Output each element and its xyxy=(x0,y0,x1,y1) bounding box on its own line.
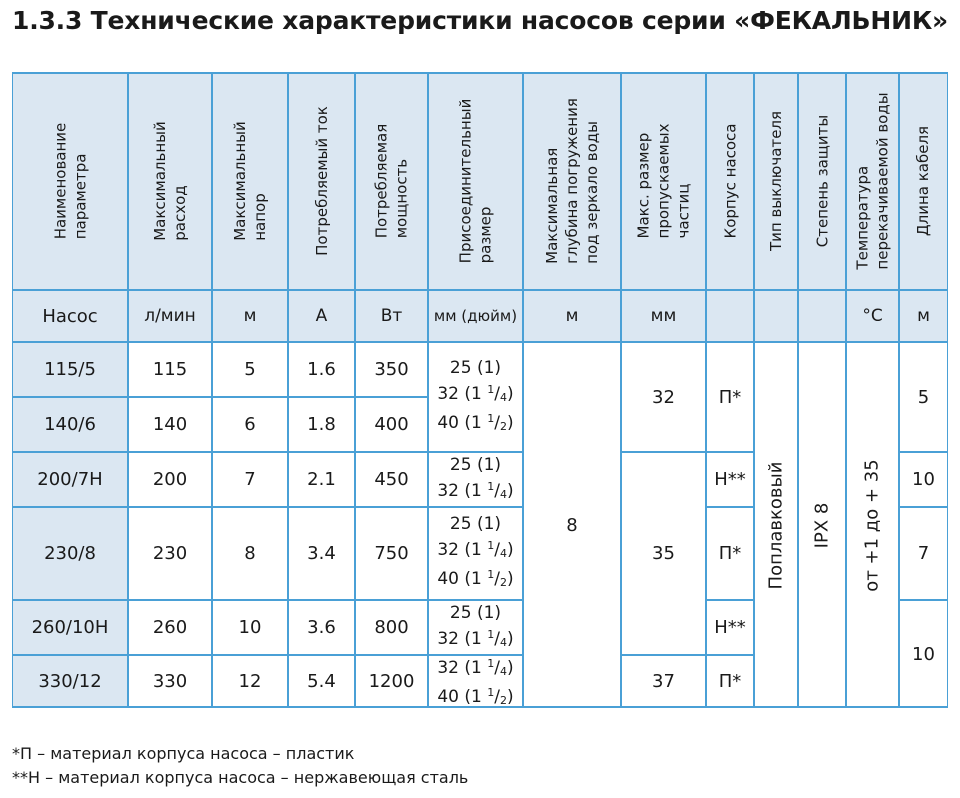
depth-value: 8 xyxy=(566,514,578,536)
row-name: 200/7Н xyxy=(37,469,103,490)
header-protection-text: Степень защиты xyxy=(813,114,831,248)
connection-group xyxy=(428,655,523,708)
unit-protection xyxy=(798,290,846,342)
header-body-text: Корпус насоса xyxy=(721,123,740,239)
header-switch-text: Тип выключателя xyxy=(767,110,786,252)
unit-depth: м xyxy=(565,306,579,326)
header-power xyxy=(355,72,428,290)
temperature-cell xyxy=(846,342,899,708)
header-head xyxy=(212,72,288,290)
header-temperature-text: Температура перекачиваемой воды xyxy=(853,92,892,270)
header-particles-text: Макс. размер пропускаемых частиц xyxy=(634,123,693,239)
protection-value: IPX 8 xyxy=(811,502,833,548)
header-current xyxy=(288,72,355,290)
connection-group xyxy=(428,342,523,452)
unit-body xyxy=(706,290,754,342)
row-head: 7 xyxy=(244,469,256,490)
protection-cell xyxy=(798,342,846,708)
unit-flow: л/мин xyxy=(144,306,196,326)
row-head: 12 xyxy=(238,671,262,692)
footnote-steel: **Н – материал корпуса насоса – нержавеющая сталь xyxy=(12,768,469,787)
connection-size-line: 32 (1 $^1/_4$) xyxy=(437,479,514,501)
row-name: 140/6 xyxy=(44,414,96,435)
header-cable-text: Длина кабеля xyxy=(914,125,933,237)
footnotes xyxy=(12,742,468,790)
body-value: Н** xyxy=(714,617,746,638)
row-power: 800 xyxy=(374,617,409,638)
body-value: П* xyxy=(718,386,742,408)
connection-size-line: 25 (1) xyxy=(449,514,502,534)
row-current: 5.4 xyxy=(307,671,336,692)
unit-connection: мм (дюйм) xyxy=(433,307,518,325)
body-value: П* xyxy=(718,543,742,564)
connection-group xyxy=(428,507,523,600)
body-value: Н** xyxy=(714,469,746,490)
row-flow: 140 xyxy=(152,414,188,435)
unit-switch xyxy=(754,290,798,342)
row-current: 2.1 xyxy=(307,469,336,490)
row-power: 450 xyxy=(374,469,409,490)
connection-size-line: 32 (1 $^1/_4$) xyxy=(437,656,514,678)
connection-size-line: 25 (1) xyxy=(449,357,502,378)
unit-power: Вт xyxy=(380,306,403,326)
unit-particles: мм xyxy=(650,306,677,326)
header-cable xyxy=(899,72,948,290)
header-depth xyxy=(523,72,621,290)
header-name xyxy=(12,72,128,290)
header-connection xyxy=(428,72,523,290)
row-power: 750 xyxy=(374,543,409,564)
unit-name: Насос xyxy=(42,305,98,327)
header-body xyxy=(706,72,754,290)
footnote-plastic: *П – материал корпуса насоса – пластик xyxy=(12,744,355,763)
row-current: 1.8 xyxy=(307,414,336,435)
unit-temperature: °C xyxy=(862,306,883,326)
header-power-text: Потребляемая мощность xyxy=(372,123,411,239)
page-title: 1.3.3 Технические характеристики насосов серии «ФЕКАЛЬНИК» xyxy=(12,6,949,35)
particles-value: 35 xyxy=(652,543,675,564)
row-power: 1200 xyxy=(368,671,415,692)
row-head: 6 xyxy=(244,414,256,435)
header-flow-text: Максимальный расход xyxy=(151,121,189,241)
switch-value: Поплавковый xyxy=(765,461,787,589)
header-flow xyxy=(128,72,212,290)
connection-size-line: 40 (1 $^1/_2$) xyxy=(437,411,514,433)
connection-size-line: 32 (1 $^1/_4$) xyxy=(437,539,514,560)
specs-table xyxy=(12,72,948,708)
row-flow: 260 xyxy=(152,617,188,638)
row-head: 10 xyxy=(238,617,262,638)
header-connection-text: Присоединительный размер xyxy=(456,98,495,264)
connection-size-line: 32 (1 $^1/_4$) xyxy=(437,627,514,649)
unit-cable: м xyxy=(917,306,930,326)
cable-value: 5 xyxy=(917,386,930,408)
header-particles xyxy=(621,72,706,290)
row-name: 115/5 xyxy=(44,359,96,380)
header-depth-text: Максимальная глубина погружения под зеркало воды xyxy=(543,98,602,264)
row-head: 5 xyxy=(244,359,256,380)
row-flow: 330 xyxy=(152,671,188,692)
temperature-value: от +1 до + 35 xyxy=(862,458,883,592)
row-current: 3.6 xyxy=(307,617,336,638)
particles-value: 32 xyxy=(652,386,675,408)
connection-size-line: 40 (1 $^1/_2$) xyxy=(437,568,514,589)
connection-group xyxy=(428,600,523,655)
header-protection xyxy=(798,72,846,290)
row-flow: 200 xyxy=(152,469,188,490)
row-power: 400 xyxy=(374,414,409,435)
header-switch xyxy=(754,72,798,290)
row-flow: 230 xyxy=(152,543,188,564)
header-temperature xyxy=(846,72,899,290)
unit-current: А xyxy=(315,306,328,326)
connection-size-line: 32 (1 $^1/_4$) xyxy=(437,382,514,404)
connection-group xyxy=(428,452,523,507)
unit-head: м xyxy=(243,306,257,326)
switch-cell xyxy=(754,342,798,708)
connection-size-line: 40 (1 $^1/_2$) xyxy=(437,685,514,707)
body-value: П* xyxy=(718,671,742,692)
row-power: 350 xyxy=(374,359,409,380)
header-head-text: Максимальный напор xyxy=(231,121,269,241)
row-head: 8 xyxy=(244,543,256,564)
row-current: 3.4 xyxy=(307,543,336,564)
cable-value: 7 xyxy=(917,543,930,564)
cable-value: 10 xyxy=(912,643,935,665)
header-name-text: Наименование параметра xyxy=(51,122,90,240)
header-current-text: Потребляемый ток xyxy=(312,106,331,256)
row-name: 230/8 xyxy=(44,543,96,564)
particles-value: 37 xyxy=(652,671,675,692)
row-name: 330/12 xyxy=(38,671,102,692)
row-name: 260/10Н xyxy=(31,617,109,638)
connection-size-line: 25 (1) xyxy=(449,602,502,623)
row-flow: 115 xyxy=(152,359,188,380)
cable-value: 10 xyxy=(912,469,935,490)
connection-size-line: 25 (1) xyxy=(449,454,502,475)
row-current: 1.6 xyxy=(307,359,336,380)
